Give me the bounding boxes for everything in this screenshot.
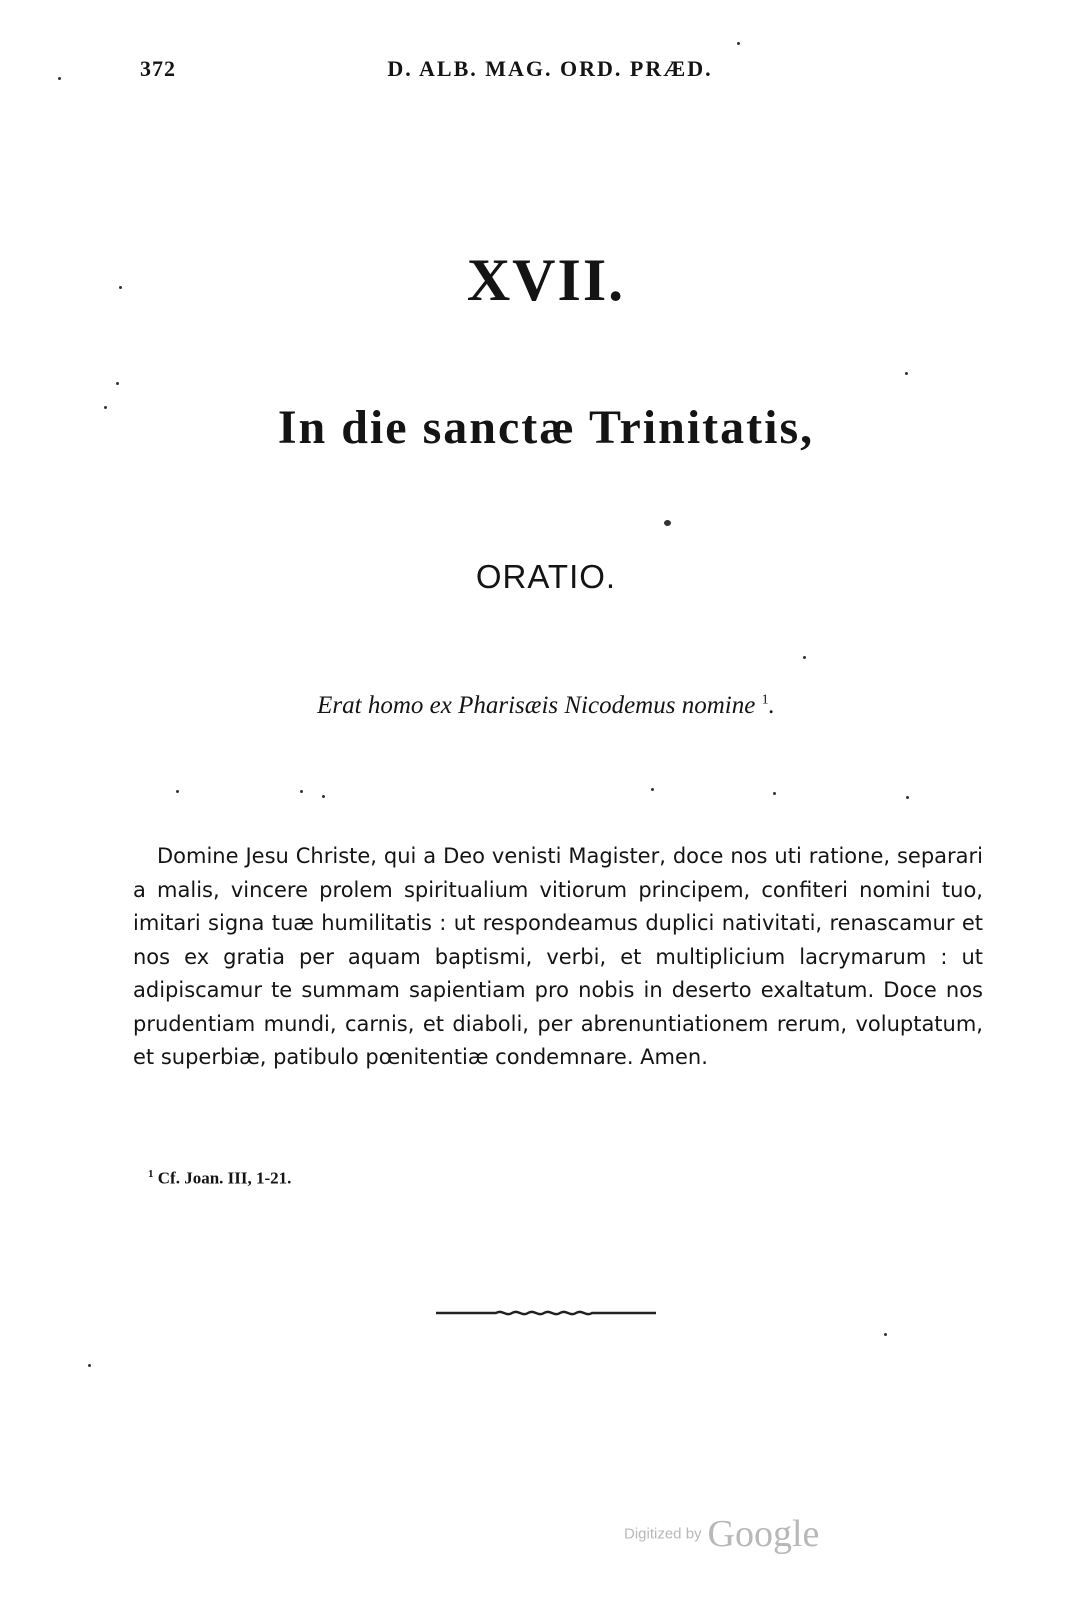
section-heading: ORATIO. xyxy=(475,558,617,595)
google-logo: Google xyxy=(707,1513,820,1555)
footnote-reference[interactable]: 1 xyxy=(761,692,769,708)
footnote xyxy=(148,1168,291,1189)
digitized-label: Digitized by xyxy=(624,1525,702,1543)
tailpiece-ornament xyxy=(436,1306,656,1320)
feast-title: In die sanctæ Trinitatis, xyxy=(277,401,815,454)
epigraph-text: Erat homo ex Pharisæis Nicodemus nomine xyxy=(317,692,756,719)
footnote-text: Cf. Joan. III, 1-21. xyxy=(157,1168,292,1188)
chapter-number: XVII. xyxy=(466,247,626,313)
digitized-by-google-watermark xyxy=(624,1512,819,1556)
footnote-marker: 1 xyxy=(148,1168,154,1180)
page-number: 372 xyxy=(140,56,176,81)
epigraph xyxy=(0,692,1092,720)
running-head: D. ALB. MAG. ORD. PRÆD. xyxy=(387,56,713,81)
prayer-text: Domine Jesu Christe, qui a Deo venisti Magister, doce nos uti ratione, separari a malis, vincere prolem spiritualium vitiorum principem, confiteri nomini tuo, imitari signa tuæ humilitatis : ut respondeamus duplici nativitati, renascamur et nos ex gratia per aquam baptismi, verbi, et multiplicium lacrymarum : ut adipiscamur te summam sapientiam pro nobis in deserto exaltatum. Doce nos prudentiam mundi, carnis, et diaboli, per abrenuntiationem rerum, voluptatum, et superbiæ, patibulo pœnitentiæ condemnare. Amen. xyxy=(133,844,983,1069)
epigraph-period: . xyxy=(768,692,775,719)
